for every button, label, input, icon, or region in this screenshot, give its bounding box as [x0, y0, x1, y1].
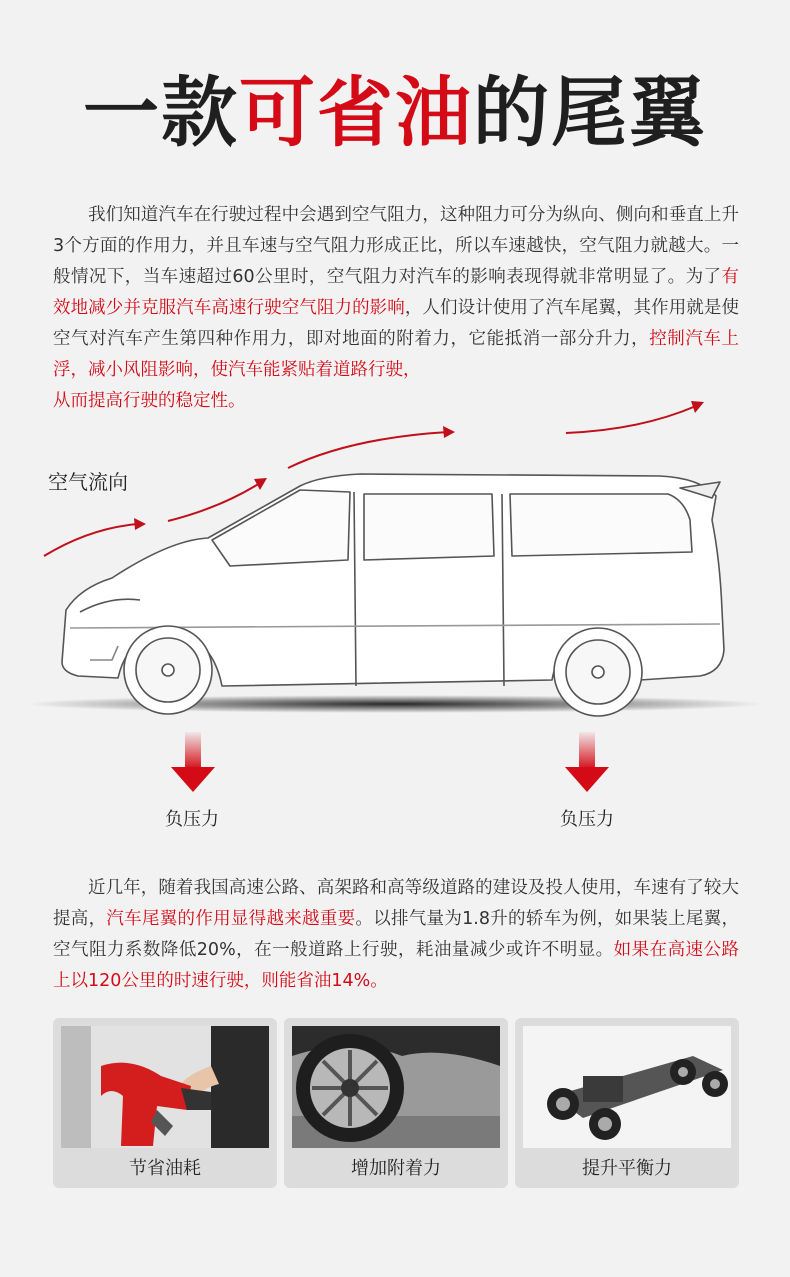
para2-text-2: 。以排气量为1.8升的轿车为例，如果装上尾翼，空气阻力系数降低20%，在一般道路上行驶，耗油量减少或许不明显。 [53, 909, 739, 960]
airflow-arrow-3 [288, 432, 448, 468]
van-windshield [212, 490, 350, 566]
page-title [0, 68, 790, 158]
airflow-arrow-4 [566, 406, 696, 433]
airflow-label: 空气流向 [48, 470, 128, 494]
chassis-icon [523, 1026, 731, 1148]
downforce-arrow-right [565, 732, 609, 792]
airflow-arrow-1 [44, 524, 138, 556]
card-label: 节省油耗 [129, 1158, 201, 1179]
intro-highlight-1: 有效地减少并克服汽车高速行驶空气阻力的影响 [53, 267, 739, 318]
card-balance [515, 1018, 739, 1188]
card-label: 提升平衡力 [582, 1158, 672, 1179]
fuel-nozzle-icon [61, 1026, 269, 1148]
para2-highlight-1: 汽车尾翼的作用显得越来越重要 [106, 909, 356, 929]
para2-text-1: 近几年，随着我国高速公路、高架路和高等级道路的建设及投人使用，车速有了较大提高， [53, 878, 739, 929]
intro-text-2: ，人们设计使用了汽车尾翼，其作用就是使空气对汽车产生第四种作用力，即对地面的附着力，它能抵消一部分升力， [53, 298, 740, 349]
downforce-label-left: 负压力 [165, 809, 219, 830]
airflow-arrowhead-1 [134, 518, 146, 530]
title-part1: 一款 [83, 68, 239, 157]
benefit-cards [53, 1018, 739, 1188]
airflow-arrowhead-2 [254, 478, 267, 490]
downforce-label-right: 负压力 [560, 809, 614, 830]
second-paragraph [53, 873, 739, 997]
intro-highlight-2: 控制汽车上浮，减小风阻影响，使汽车能紧贴着道路行驶， [53, 329, 740, 380]
card-label: 增加附着力 [351, 1158, 441, 1179]
card-grip [284, 1018, 508, 1188]
para2-highlight-2: 如果在高速公路上以120公里的时速行驶，则能省油14%。 [53, 940, 739, 991]
intro-paragraph [53, 200, 739, 417]
van-side-window-2 [510, 494, 692, 556]
wheel-icon [292, 1026, 500, 1148]
airflow-arrowhead-3 [443, 426, 455, 438]
van-side-window-1 [364, 494, 494, 560]
intro-text-1: 我们知道汽车在行驶过程中会遇到空气阻力，这种阻力可分为纵向、侧向和垂直上升3个方面的作用力，并且车速与空气阻力形成正比，所以车速越快，空气阻力就越大。一般情况下，当车速超过60公里时，空气阻力对汽车的影响表现得就非常明显了。为了 [53, 205, 739, 287]
card-save-fuel [53, 1018, 277, 1188]
airflow-diagram [0, 395, 790, 835]
intro-highlight-3: 从而提高行驶的稳定性。 [53, 391, 246, 411]
title-part3: 的尾翼 [473, 68, 707, 157]
downforce-arrow-left [171, 732, 215, 792]
airflow-arrow-2 [168, 483, 260, 521]
title-part2: 可省油 [239, 68, 473, 157]
